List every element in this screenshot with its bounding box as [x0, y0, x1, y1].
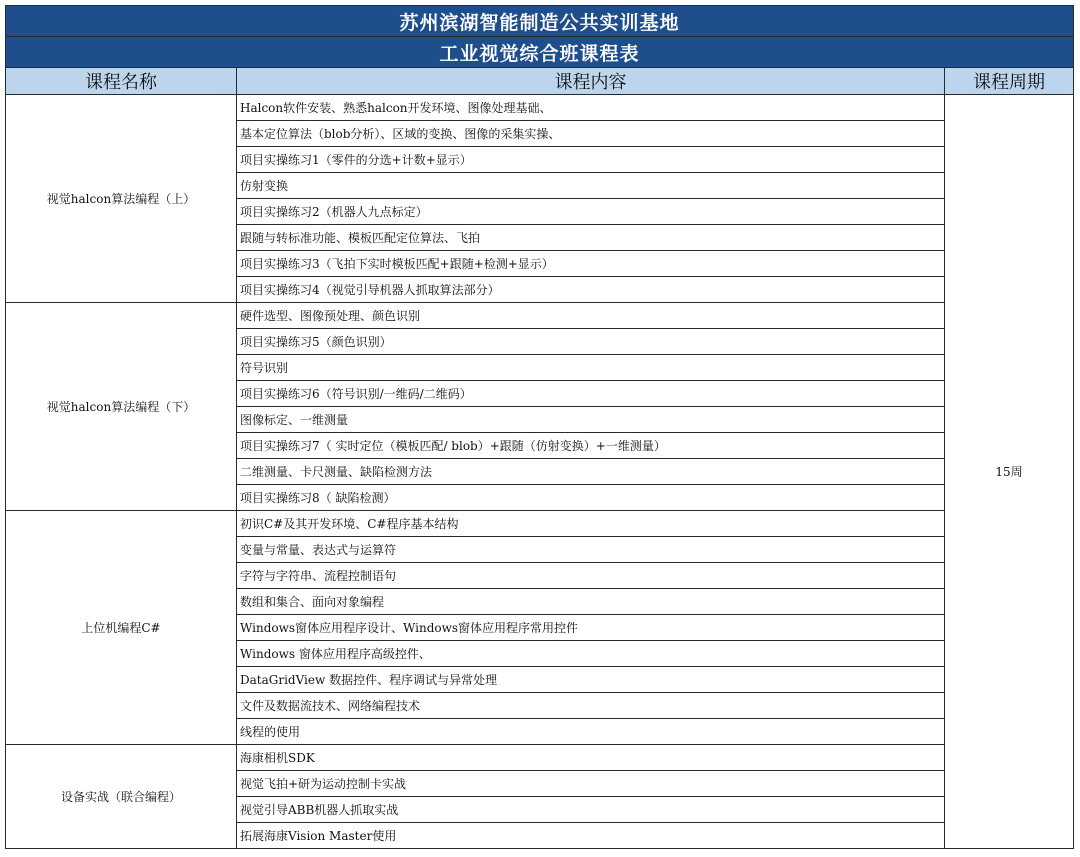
table-row — [6, 511, 1074, 537]
table-row — [6, 95, 1074, 121]
course-content-cell: 项目实操练习7（ 实时定位（模板匹配/ blob）+跟随（仿射变换）+一维测量） — [237, 433, 945, 459]
course-content-cell: 二维测量、卡尺测量、缺陷检测方法 — [237, 459, 945, 485]
course-content-cell: 仿射变换 — [237, 173, 945, 199]
course-content-cell: 变量与常量、表达式与运算符 — [237, 537, 945, 563]
course-content-cell: 项目实操练习1（零件的分选+计数+显示） — [237, 147, 945, 173]
course-content-cell: 硬件选型、图像预处理、颜色识别 — [237, 303, 945, 329]
table-row — [6, 745, 1074, 771]
course-name-cell: 上位机编程C# — [6, 511, 237, 745]
header-course-period: 课程周期 — [945, 68, 1074, 95]
schedule-table — [5, 5, 1074, 849]
course-content-cell: 符号识别 — [237, 355, 945, 381]
course-content-cell: 数组和集合、面向对象编程 — [237, 589, 945, 615]
course-content-cell: Windows窗体应用程序设计、Windows窗体应用程序常用控件 — [237, 615, 945, 641]
course-name-cell: 设备实战（联合编程） — [6, 745, 237, 849]
course-content-cell: 视觉飞拍+研为运动控制卡实战 — [237, 771, 945, 797]
course-content-cell: 项目实操练习4（视觉引导机器人抓取算法部分） — [237, 277, 945, 303]
course-content-cell: Windows 窗体应用程序高级控件、 — [237, 641, 945, 667]
course-content-cell: 拓展海康Vision Master使用 — [237, 823, 945, 849]
schedule-body — [6, 95, 1074, 849]
course-name-cell: 视觉halcon算法编程（上） — [6, 95, 237, 303]
table-row — [6, 303, 1074, 329]
course-content-cell: 项目实操练习5（颜色识别） — [237, 329, 945, 355]
course-content-cell: 项目实操练习8（ 缺陷检测） — [237, 485, 945, 511]
course-name-cell: 视觉halcon算法编程（下） — [6, 303, 237, 511]
course-content-cell: 初识C#及其开发环境、C#程序基本结构 — [237, 511, 945, 537]
header-course-content: 课程内容 — [237, 68, 945, 95]
header-course-name: 课程名称 — [6, 68, 237, 95]
course-content-cell: 海康相机SDK — [237, 745, 945, 771]
course-content-cell: 图像标定、一维测量 — [237, 407, 945, 433]
course-content-cell: 视觉引导ABB机器人抓取实战 — [237, 797, 945, 823]
course-content-cell: 基本定位算法（blob分析）、区域的变换、图像的采集实操、 — [237, 121, 945, 147]
institution-title: 苏州滨湖智能制造公共实训基地 — [6, 6, 1074, 37]
course-content-cell: 文件及数据流技术、网络编程技术 — [237, 693, 945, 719]
course-content-cell: 线程的使用 — [237, 719, 945, 745]
course-content-cell: 字符与字符串、流程控制语句 — [237, 563, 945, 589]
course-content-cell: DataGridView 数据控件、程序调试与异常处理 — [237, 667, 945, 693]
course-period-cell: 15周 — [945, 95, 1074, 849]
course-content-cell: 跟随与转标准功能、模板匹配定位算法、飞拍 — [237, 225, 945, 251]
course-content-cell: 项目实操练习2（机器人九点标定） — [237, 199, 945, 225]
course-content-cell: 项目实操练习3（飞拍下实时模板匹配+跟随+检测+显示） — [237, 251, 945, 277]
schedule-title: 工业视觉综合班课程表 — [6, 37, 1074, 68]
course-content-cell: Halcon软件安装、熟悉halcon开发环境、图像处理基础、 — [237, 95, 945, 121]
course-content-cell: 项目实操练习6（符号识别/一维码/二维码） — [237, 381, 945, 407]
